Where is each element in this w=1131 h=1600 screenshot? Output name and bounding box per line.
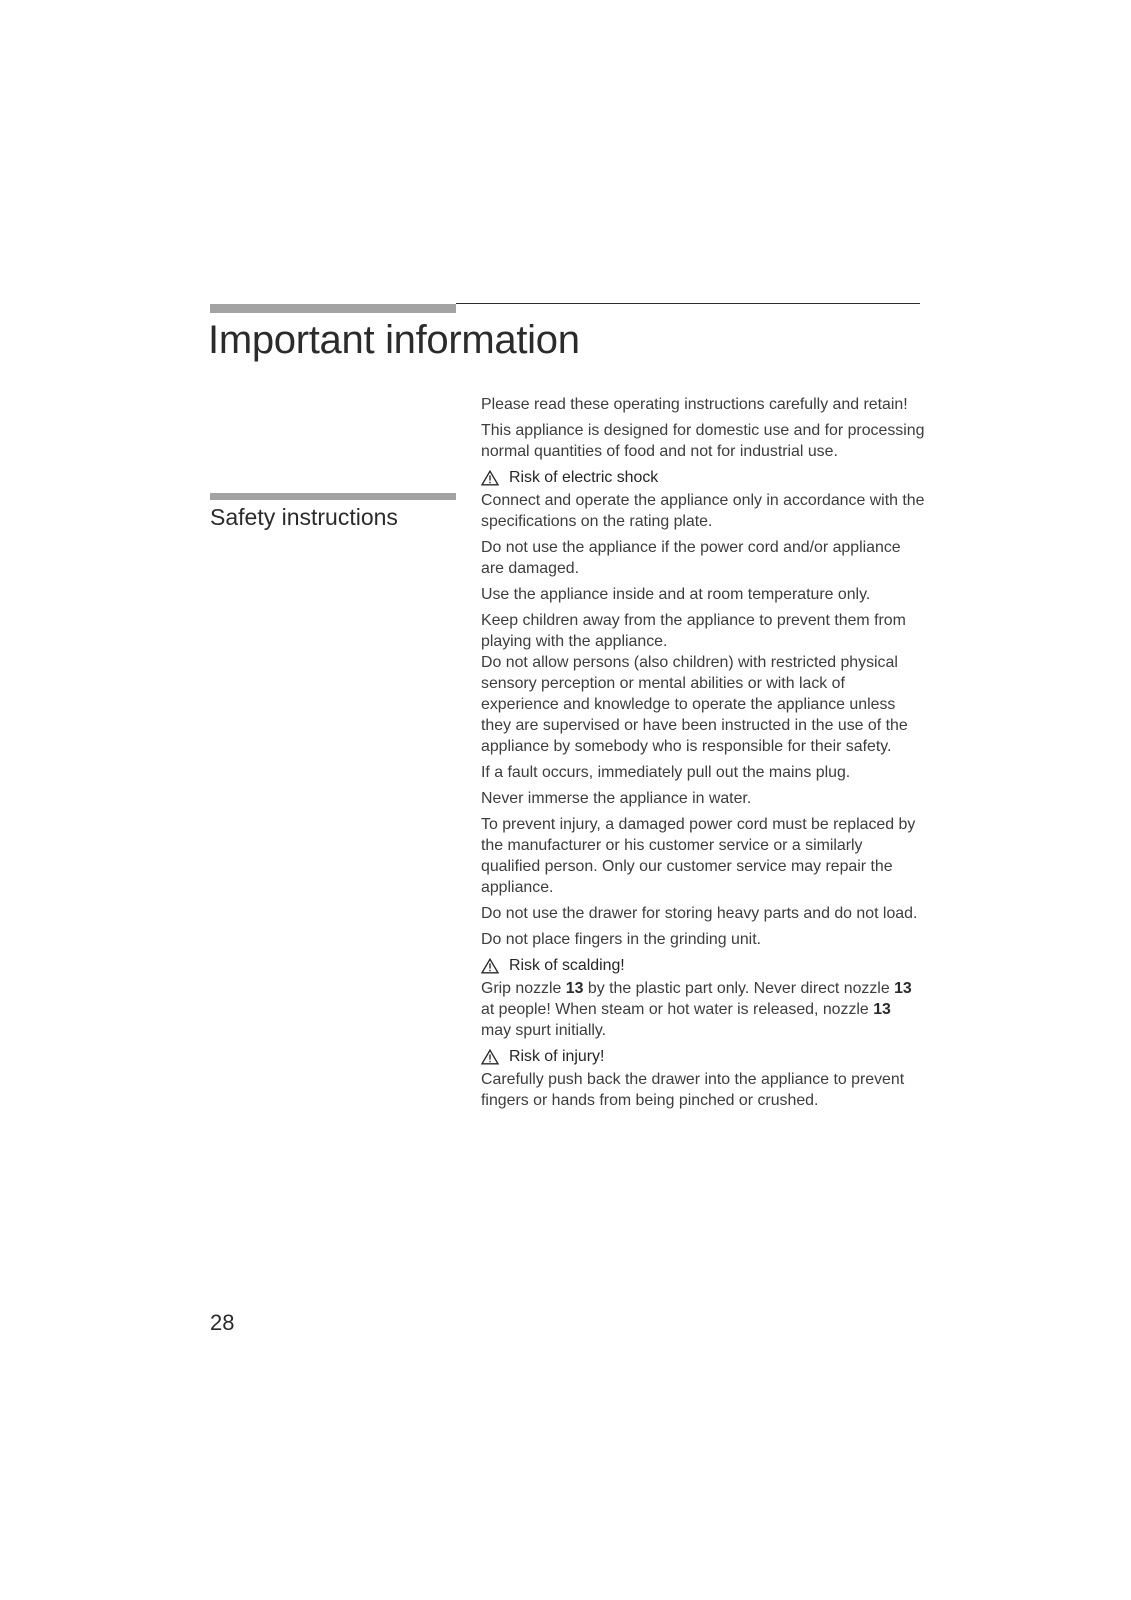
warning-heading: Risk of electric shock bbox=[509, 469, 659, 486]
safety-paragraph: Keep children away from the appliance to prevent them from playing with the appliance. bbox=[481, 612, 906, 650]
part-reference: 13 bbox=[873, 1001, 891, 1018]
section-rule bbox=[210, 493, 456, 500]
warning-triangle-icon bbox=[481, 470, 499, 486]
page-number: 28 bbox=[210, 1310, 235, 1335]
intro-paragraph: Please read these operating instructions carefully and retain! bbox=[481, 396, 908, 413]
safety-paragraph: Connect and operate the appliance only in accordance with the specifications on the rating plate. bbox=[481, 492, 925, 530]
warning-injury bbox=[481, 1046, 925, 1067]
safety-paragraph: Do not place fingers in the grinding unit. bbox=[481, 931, 762, 948]
safety-paragraph: Carefully push back the drawer into the appliance to prevent fingers or hands from being pinched or crushed. bbox=[481, 1071, 905, 1109]
safety-paragraph: Do not allow persons (also children) with restricted physical sensory perception or mental abilities or with lack of experience and knowledge to operate the appliance unless they are supervised or have been instructed in the use of the appliance by somebody who is responsible for their safety. bbox=[481, 654, 908, 755]
part-reference: 13 bbox=[565, 980, 584, 997]
body-column bbox=[481, 394, 925, 1116]
scalding-text: Grip nozzle bbox=[481, 980, 566, 997]
warning-heading: Risk of scalding! bbox=[509, 957, 625, 974]
safety-paragraph: Do not use the appliance if the power cord and/or appliance are damaged. bbox=[481, 539, 901, 577]
title-rule-thick bbox=[210, 304, 456, 313]
warning-electric-shock bbox=[481, 467, 925, 488]
safety-paragraph: If a fault occurs, immediately pull out the mains plug. bbox=[481, 764, 851, 781]
title-rule-thin bbox=[456, 303, 920, 304]
warning-triangle-icon bbox=[481, 1049, 499, 1065]
intro-paragraph: This appliance is designed for domestic use and for processing normal quantities of food and not for industrial use. bbox=[481, 422, 925, 460]
section-title: Safety instructions bbox=[210, 504, 398, 530]
warning-heading: Risk of injury! bbox=[509, 1048, 605, 1065]
scalding-paragraph bbox=[481, 978, 925, 1041]
safety-paragraph: Use the appliance inside and at room temperature only. bbox=[481, 586, 871, 603]
safety-paragraph: Do not use the drawer for storing heavy parts and do not load. bbox=[481, 905, 918, 922]
scalding-text: by the plastic part only. Never direct nozzle bbox=[583, 980, 895, 997]
scalding-text: at people! When steam or hot water is released, nozzle bbox=[481, 1001, 874, 1018]
scalding-text: may spurt initially. bbox=[481, 1022, 607, 1039]
warning-scalding bbox=[481, 955, 925, 976]
safety-paragraph: Never immerse the appliance in water. bbox=[481, 790, 752, 807]
warning-triangle-icon bbox=[481, 958, 499, 974]
page-title: Important information bbox=[208, 318, 580, 362]
part-reference: 13 bbox=[894, 980, 912, 997]
safety-paragraph: To prevent injury, a damaged power cord must be replaced by the manufacturer or his customer service or a similarly qualified person. Only our customer service may repair the appliance. bbox=[481, 816, 916, 896]
